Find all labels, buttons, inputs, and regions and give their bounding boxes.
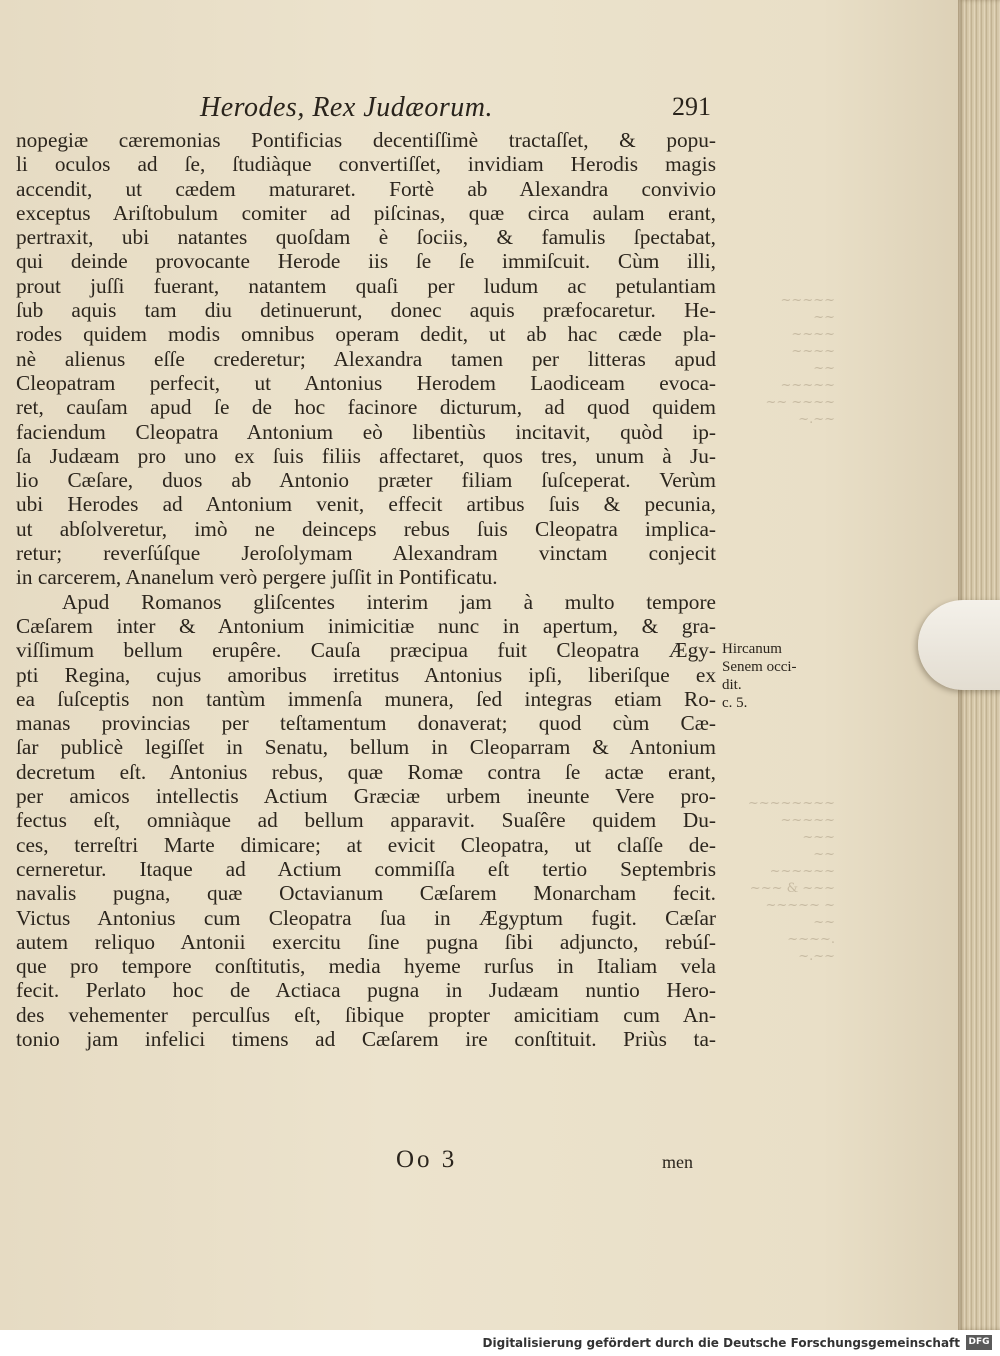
text-line: Cæſarem inter & Antonium inimicitiæ nunc in apertum, & gra- <box>16 613 716 638</box>
text-line: ſub aquis tam diu detinuerunt, donec aquis præfocaretur. He- <box>16 298 716 323</box>
text-line: accendit, ut cædem maturaret. Fortè ab Alexandra convivio <box>16 176 716 201</box>
dfg-logo: DFG <box>966 1335 992 1350</box>
text-line: in carcerem, Ananelum verò pergere juſſit in Pontificatu. <box>16 565 498 590</box>
margin-note-line: c. 5. <box>722 695 748 711</box>
text-line: nè alienus eſſe crederetur; Alexandra tamen per litteras apud <box>16 346 716 371</box>
text-line-paragraph-start: Apud Romanos gliſcentes interim jam à multo tempore <box>62 589 716 614</box>
text-line: fecit. Perlato hoc de Actiaca pugna in Judæam nuntio Hero- <box>16 978 716 1003</box>
show-through-marginalia-top: ~~~~~ ~~ ~~~~ ~~~~ ~~ ~~~~~ ~~ ~~~~ ~.~~ <box>765 293 835 427</box>
text-line: ret, cauſam apud ſe de hoc facinore dicturum, ad quod quidem <box>16 395 716 420</box>
text-line: viſſimum bellum erupêre. Cauſa præcipua fuit Cleopatra Ægy- <box>16 638 716 663</box>
text-line: pertraxit, ubi natantes quoſdam è ſociis, & famulis ſpectabat, <box>16 225 716 250</box>
text-line: rodes quidem modis omnibus operam dedit, ut ab hac cæde pla- <box>16 322 716 347</box>
text-line: Victus Antonius cum Cleopatra ſua in Ægyptum fugit. Cæſar <box>16 905 716 930</box>
text-line: ea ſuſceptis non tantùm immenſa munera, ſed integras etiam Ro- <box>16 686 716 711</box>
text-line: qui deinde provocante Herode iis ſe ſe immiſcuit. Cùm illi, <box>16 249 716 274</box>
page-number: 291 <box>672 92 711 121</box>
margin-note-line: dit. <box>722 677 742 693</box>
text-line: tonio jam infelici timens ad Cæſarem ire conſtituit. Priùs ta- <box>16 1026 716 1051</box>
show-through-marginalia-bottom: ~~~~~~~~ ~~~~~ ~~~ ~~ ~~~~~~ ~~~ & ~~~ ~~~~~ ~ ~~ ~~~~. ~.~~ <box>747 796 835 964</box>
text-line: lio Cæſare, duos ab Antonio præter filiam ſuſceperat. Verùm <box>16 468 716 493</box>
text-line: prout juſſi fuerant, natantem quaſi per ludum ac petulantiam <box>16 273 716 298</box>
text-line: li oculos ad ſe, ſtudiàque convertiſſet, invidiam Herodis magis <box>16 152 716 177</box>
margin-note-line: Senem occi- <box>722 659 797 675</box>
text-line: navalis pugna, quæ Octavianum Cæſarem Monarcham fecit. <box>16 881 716 906</box>
footer-credit: Digitalisierung gefördert durch die Deutsche Forschungsgemeinschaft <box>482 1336 960 1350</box>
text-line: des vehementer perculſus eſt, ſibique propter amicitiam cum An- <box>16 1002 716 1027</box>
text-line: ſa Judæam pro uno ex ſuis filiis affectaret, quos tres, unum à Ju- <box>16 443 716 468</box>
running-header <box>200 92 740 126</box>
signature-mark: Oo 3 <box>396 1146 458 1173</box>
text-line: Cleopatram perfecit, ut Antonius Herodem Laodiceam evoca- <box>16 370 716 395</box>
text-line: manas provincias per teſtamentum donaverat; quod cùm Cæ- <box>16 711 716 736</box>
body-text <box>16 128 716 1051</box>
footer-bar <box>0 1330 1000 1356</box>
text-line: faciendum Cleopatra Antonium eò libentiùs incitavit, quòd ip- <box>16 419 716 444</box>
catchword: men <box>662 1152 693 1172</box>
margin-note <box>722 640 832 712</box>
text-line: nopegiæ cæremonias Pontificias decentiſſimè tractaſſet, & popu- <box>16 128 716 152</box>
running-head-title: Herodes, Rex Judæorum. <box>200 92 494 123</box>
text-line: ſar publicè legiſſet in Senatu, bellum in Cleoparram & Antonium <box>16 735 716 760</box>
text-line: ut abſolveretur, imò ne deinceps rebus ſuis Cleopatra implica- <box>16 516 716 541</box>
text-line: que pro tempore conſtitutis, media hyeme rurſus in Italiam vela <box>16 954 716 979</box>
text-line: ces, terreſtri Marte dimicare; at evicit Cleopatra, ut claſſe de- <box>16 832 716 857</box>
text-line: retur; reverſúſque Jeroſolymam Alexandram vinctam conjecit <box>16 541 716 566</box>
text-line: cerneretur. Itaque ad Actium commiſſa eſt tertio Septembris <box>16 856 716 881</box>
text-line: pti Regina, cujus amoribus irretitus Antonius ipſi, liberiſque ex <box>16 662 716 687</box>
text-line: decretum eſt. Antonius rebus, quæ Romæ contra ſe actæ erant, <box>16 759 716 784</box>
text-line: ubi Herodes ad Antonium venit, effecit artibus ſuis & pecunia, <box>16 492 716 517</box>
text-line: autem reliquo Antonii exercitu ſine pugna ſibi adjuncto, rebúſ- <box>16 929 716 954</box>
text-line: fectus eſt, omniàque ad bellum apparavit. Suaſêre quidem Du- <box>16 808 716 833</box>
paper-bookmark <box>918 600 1000 690</box>
margin-note-line: Hircanum <box>722 641 782 657</box>
text-line: per amicos intellectis Actium Græciæ urbem ineunte Vere pro- <box>16 784 716 809</box>
text-line: exceptus Ariſtobulum comiter ad piſcinas, quæ circa aulam erant, <box>16 200 716 225</box>
